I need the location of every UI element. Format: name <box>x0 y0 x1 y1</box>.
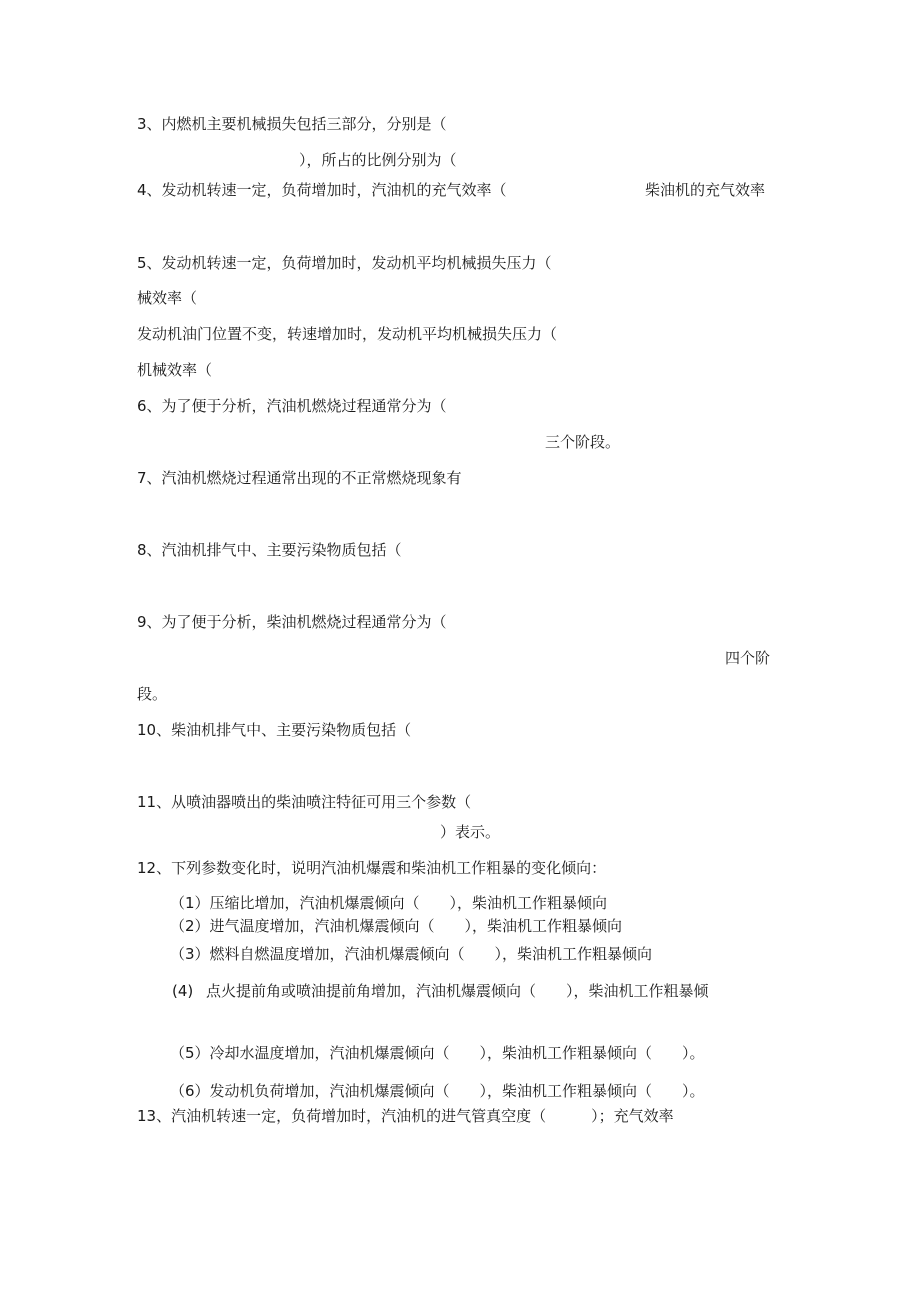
q12-item-6: （6）发动机负荷增加，汽油机爆震倾向（ ），柴油机工作粗暴倾向（ ）。 <box>170 1082 705 1100</box>
q12-item-2: （2）进气温度增加，汽油机爆震倾向（ ），柴油机工作粗暴倾向 <box>170 917 623 935</box>
q5-line-4: 机械效率（ <box>137 361 213 379</box>
q13-line-1: 13、汽油机转速一定，负荷增加时，汽油机的进气管真空度（ ）；充气效率 <box>137 1107 674 1125</box>
q9-line-1: 9、为了便于分析，柴油机燃烧过程通常分为（ <box>137 613 447 631</box>
q12-item-5: （5）冷却水温度增加，汽油机爆震倾向（ ），柴油机工作粗暴倾向（ ）。 <box>170 1044 705 1062</box>
q8-line-1: 8、汽油机排气中、主要污染物质包括（ <box>137 541 402 559</box>
q5-line-2: 械效率（ <box>137 289 198 307</box>
q12-item-4-number: (4) <box>172 982 194 1000</box>
q9-line-3: 段。 <box>137 685 168 703</box>
q11-line-2: ）表示。 <box>440 823 501 841</box>
q4-line-1: 4、发动机转速一定，负荷增加时，汽油机的充气效率（ <box>137 181 507 199</box>
q3-line-1: 3、内燃机主要机械损失包括三部分，分别是（ <box>137 115 447 133</box>
q7-line-1: 7、汽油机燃烧过程通常出现的不正常燃烧现象有 <box>137 469 462 487</box>
q4-line-1-tail: 柴油机的充气效率 <box>645 181 766 199</box>
q6-line-1: 6、为了便于分析，汽油机燃烧过程通常分为（ <box>137 397 447 415</box>
q12-line-1: 12、下列参数变化时，说明汽油机爆震和柴油机工作粗暴的变化倾向： <box>137 859 607 877</box>
q5-line-3: 发动机油门位置不变，转速增加时，发动机平均机械损失压力（ <box>137 325 558 343</box>
q12-item-3: （3）燃料自燃温度增加，汽油机爆震倾向（ ），柴油机工作粗暴倾向 <box>170 945 653 963</box>
q10-line-1: 10、柴油机排气中、主要污染物质包括（ <box>137 721 412 739</box>
q12-item-1: （1）压缩比增加，汽油机爆震倾向（ ），柴油机工作粗暴倾向 <box>170 894 608 912</box>
q12-item-4: 点火提前角或喷油提前角增加，汽油机爆震倾向（ ），柴油机工作粗暴倾 <box>206 982 709 1000</box>
q6-line-2: 三个阶段。 <box>545 433 621 451</box>
q5-line-1: 5、发动机转速一定，负荷增加时，发动机平均机械损失压力（ <box>137 254 552 272</box>
q11-line-1: 11、从喷油器喷出的柴油喷注特征可用三个参数（ <box>137 793 472 811</box>
q9-line-2: 四个阶 <box>725 649 771 667</box>
q3-line-2: ），所占的比例分别为（ <box>299 151 457 169</box>
